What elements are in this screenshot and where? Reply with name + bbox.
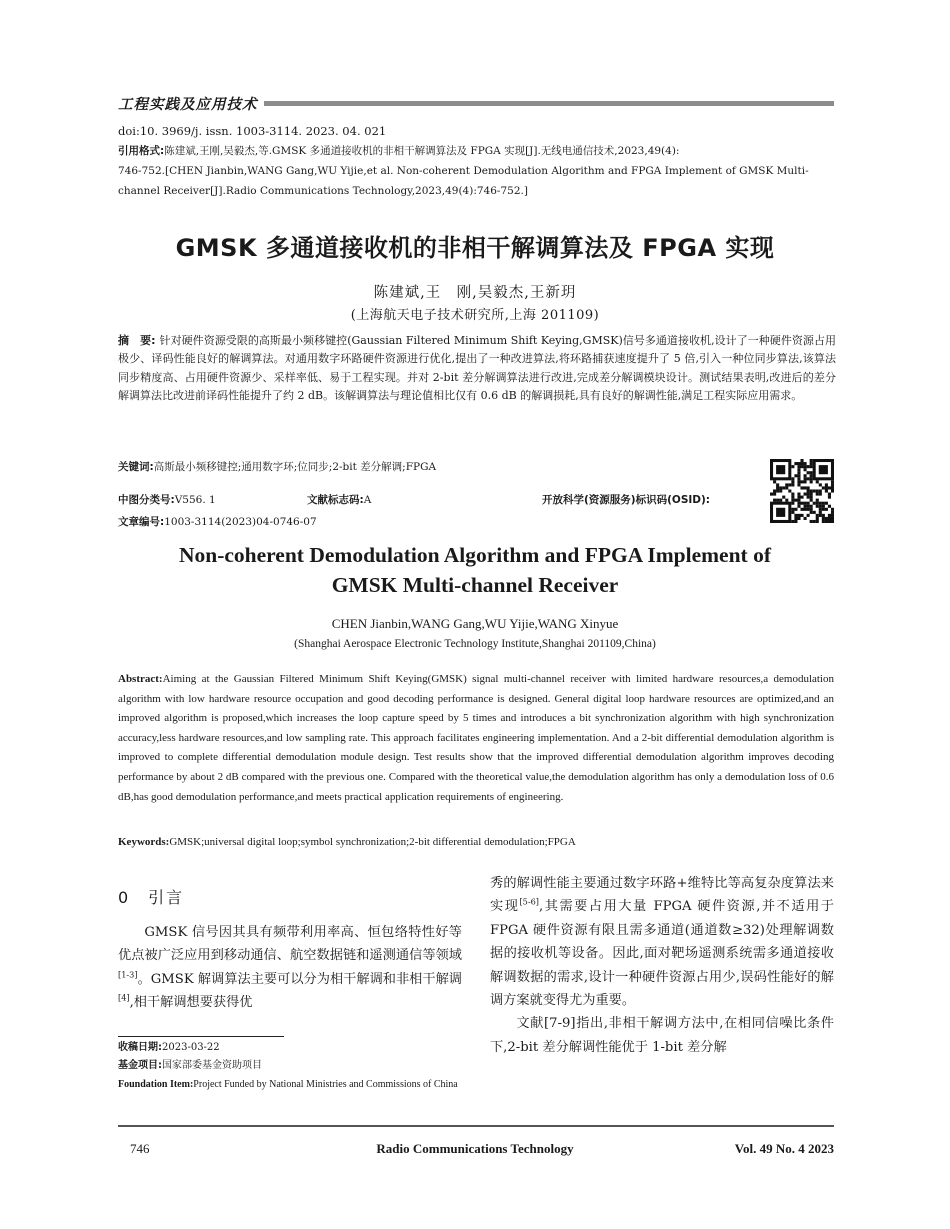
abstract-zh [118,332,836,406]
clc-number: 中图分类号:V556. 1 [118,494,216,506]
qr-code-graphic [770,459,834,523]
body-column-left [118,921,462,1015]
footnote-received: 收稿日期:2023-03-22 [118,1042,220,1053]
body-column-right [490,872,834,1059]
footnote-fund-en: Foundation Item:Project Funded by National Ministries and Commissions of China [118,1079,458,1090]
qr-code[interactable] [770,459,834,523]
abstract-en-label: Abstract: [118,673,163,685]
keywords-zh: 关键词:高斯最小频移键控;通用数字环;位同步;2-bit 差分解调;FPGA [118,461,437,473]
abstract-en [118,670,834,807]
footer-rule [118,1125,834,1127]
doi: doi:10. 3969/j. issn. 1003-3114. 2023. 04. 021 [118,124,387,138]
section-title: 工程实践及应用技术 [118,96,258,113]
citation-label: 引用格式: [118,145,165,157]
footnote-rule [118,1036,284,1037]
title-en-line-1: Non-coherent Demodulation Algorithm and FPGA Implement of [178,543,772,567]
citation-ref[interactable]: [4] [118,992,130,1003]
section-0-heading: 0 引言 [118,888,185,907]
affiliation-zh: (上海航天电子技术研究所,上海 201109) [350,308,600,323]
section-header [118,92,834,114]
article-number: 文章编号:1003-3114(2023)04-0746-07 [118,516,317,528]
osid-label: 开放科学(资源服务)标识码(OSID): [542,494,711,506]
footer-journal: Radio Communications Technology [376,1141,574,1156]
abstract-en-text: Aiming at the Gaussian Filtered Minimum Shift Keying(GMSK) signal multi-channel receiver with limited hardware resources,a demodulation algorithm with low hardware resource occupation and good decoding performance is designed. General digital loop hardware resources are optimized,and an improved algorithm is proposed,which increases the loop capture speed by 5 times and introduces a bit synchronization algorithm with high synchronization accuracy,less hardware resources,and low sampling rate. This approach facilitates engineering implementation. And a 2-bit differential demodulation algorithm is improved to complete differential demodulation module design. Test results show that the improved differential demodulation algorithm improves decoding performance by about 2 dB compared with the previous one. Compared with the theoretical value,the demodulation algorithm has only a demodulation loss of 0.6 dB,has good demodulation performance,and meets practical application requirements of engineering. [118,673,834,803]
citation-line-1: 引用格式:陈建斌,王刚,吴毅杰,等.GMSK 多通道接收机的非相干解调算法及 FPGA 实现[J].无线电通信技术,2023,49(4): [118,145,680,157]
page-number: 746 [130,1141,150,1156]
paragraph: GMSK 信号因其具有频带利用率高、恒包络特性好等优点被广泛应用到移动通信、航空数据链和遥测通信等领域[1-3]。GMSK 解调算法主要可以分为相干解调和非相干解调[4],相干解调想要获得优 [118,925,462,1011]
citation-line-3: channel Receiver[J].Radio Communications Technology,2023,49(4):746-752.] [118,185,528,197]
footer-volume: Vol. 49 No. 4 2023 [734,1141,834,1156]
citation-line-2: 746-752.[CHEN Jianbin,WANG Gang,WU Yijie,et al. Non-coherent Demodulation Algorithm and FPGA Implement of GMSK Multi- [118,165,809,177]
doc-code: 文献标志码:A [307,494,372,506]
title-en [60,540,890,600]
abstract-zh-text: 针对硬件资源受限的高斯最小频移键控(Gaussian Filtered Minimum Shift Keying,GMSK)信号多通道接收机,设计了一种硬件资源占用极少、译码性能良好的解调算法。对通用数字环路硬件资源进行优化,提出了一种改进算法,将环路捕获速度提升了 5 倍,引入一种位同步算法,该算法同步精度高、占用硬件资源少、采样率低、易于工程实现。并对 2-bit 差分解调算法进行改进,完成差分解调模块设计。测试结果表明,改进后的差分解调算法比改进前译码性能提升了约 2 dB。该解调算法与理论值相比仅有 0.6 dB 的解调损耗,具有良好的解调性能,满足工程实际应用需求。 [118,334,836,403]
citation-ref[interactable]: [1-3] [118,969,138,980]
footnote-fund: 基金项目:国家部委基金资助项目 [118,1060,262,1071]
abstract-zh-label: 摘 要: [118,334,156,347]
authors-zh: 陈建斌,王 刚,吴毅杰,王新玥 [373,285,577,301]
title-zh: GMSK 多通道接收机的非相干解调算法及 FPGA 实现 [175,234,775,262]
keywords-en: Keywords:GMSK;universal digital loop;symbol synchronization;2-bit differential demodulation;FPGA [118,836,576,848]
citation-ref[interactable]: [5-6] [519,897,539,908]
paragraph: 文献[7-9]指出,非相干解调方法中,在相同信噪比条件下,2-bit 差分解调性能优于 1-bit 差分解 [490,1016,834,1055]
affiliation-en: (Shanghai Aerospace Electronic Technology Institute,Shanghai 201109,China) [294,638,656,650]
paragraph: 秀的解调性能主要通过数字环路+维特比等高复杂度算法来实现[5-6],其需要占用大量 FPGA 硬件资源,并不适用于 FPGA 硬件资源有限且需多通道(通道数≥32)处理解调数据的接收机等设备。因此,面对靶场遥测系统需多通道接收解调数据的需求,设计一种硬件资源占用少,误码性能好的解调方案就变得尤为重要。 [490,876,834,1009]
authors-en: CHEN Jianbin,WANG Gang,WU Yijie,WANG Xinyue [331,616,619,631]
title-en-line-2: GMSK Multi-channel Receiver [331,573,619,597]
header-rule [264,101,835,106]
